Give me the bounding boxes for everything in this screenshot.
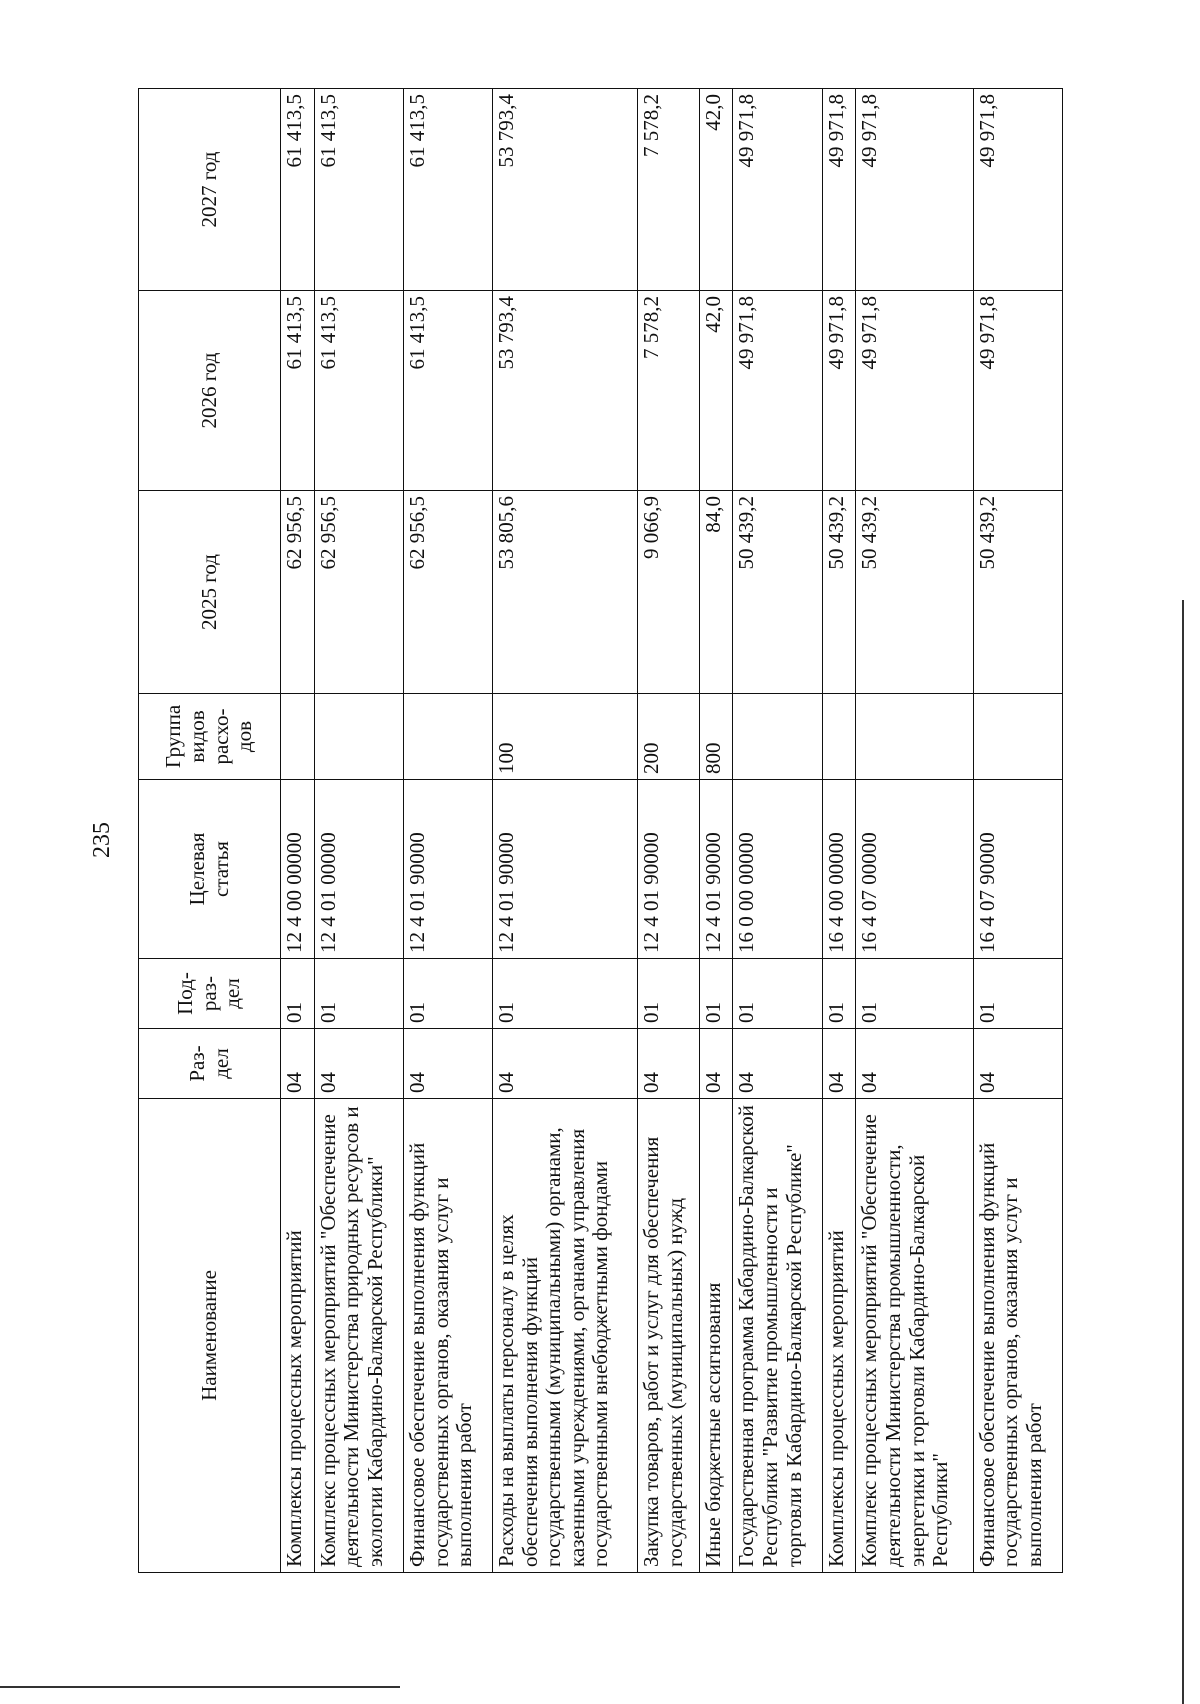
- cell-razdel: 04: [493, 1029, 638, 1099]
- cell-2026: 49 971,8: [822, 291, 856, 491]
- cell-razdel: 04: [733, 1029, 822, 1099]
- cell-podrazdel: 01: [314, 959, 403, 1029]
- cell-name: Государственная программа Кабардино-Балкарской Республики "Развитие промышленности и торговли в Кабардино-Балкарской Республике": [733, 1099, 822, 1573]
- cell-name: Комплекс процессных мероприятий "Обеспечение деятельности Министерства природных ресурсов и экологии Кабардино-Балкарской Республики": [314, 1099, 403, 1573]
- scan-edge-line: [1182, 600, 1184, 1704]
- cell-podrazdel: 01: [822, 959, 856, 1029]
- cell-2027: 61 413,5: [281, 89, 315, 291]
- cell-gruppa: 100: [493, 694, 638, 780]
- cell-gruppa: [314, 694, 403, 780]
- header-2026: 2026 год: [139, 291, 281, 491]
- cell-podrazdel: 01: [404, 959, 493, 1029]
- cell-2025: 50 439,2: [973, 491, 1062, 694]
- cell-tselevaya-statya: 12 4 01 90000: [638, 780, 700, 959]
- header-2025: 2025 год: [139, 491, 281, 694]
- table-row: [404, 89, 493, 1573]
- cell-razdel: 04: [822, 1029, 856, 1099]
- table-row: [493, 89, 638, 1573]
- cell-name: Иные бюджетные ассигнования: [699, 1099, 733, 1573]
- cell-tselevaya-statya: 12 4 01 90000: [699, 780, 733, 959]
- cell-2026: 7 578,2: [638, 291, 700, 491]
- cell-2027: 49 971,8: [822, 89, 856, 291]
- cell-gruppa: [822, 694, 856, 780]
- cell-name: Комплекс процессных мероприятий "Обеспечение деятельности Министерства промышленности, энергетики и торговли Кабардино-Балкарской Республики": [856, 1099, 973, 1573]
- scan-edge-line: [0, 1686, 400, 1688]
- cell-razdel: 04: [973, 1029, 1062, 1099]
- cell-2027: 61 413,5: [314, 89, 403, 291]
- table-row: [856, 89, 973, 1573]
- cell-2027: 49 971,8: [733, 89, 822, 291]
- cell-name: Комплексы процессных мероприятий: [822, 1099, 856, 1573]
- cell-tselevaya-statya: 12 4 01 90000: [493, 780, 638, 959]
- cell-2025: 50 439,2: [856, 491, 973, 694]
- table-row: [699, 89, 733, 1573]
- cell-name: Закупка товаров, работ и услуг для обеспечения государственных (муниципальных) нужд: [638, 1099, 700, 1573]
- cell-2026: 61 413,5: [404, 291, 493, 491]
- cell-2025: 9 066,9: [638, 491, 700, 694]
- cell-razdel: 04: [699, 1029, 733, 1099]
- header-razdel: Раз- дел: [139, 1029, 281, 1099]
- cell-gruppa: 200: [638, 694, 700, 780]
- cell-2026: 49 971,8: [733, 291, 822, 491]
- cell-name: Расходы на выплаты персоналу в целях обеспечения выполнения функций государственными (муниципальными) органами, казенными учреждениями, органами управления государственными внебюджетными фондами: [493, 1099, 638, 1573]
- table-row: [638, 89, 700, 1573]
- cell-tselevaya-statya: 16 4 07 90000: [973, 780, 1062, 959]
- cell-tselevaya-statya: 12 4 01 00000: [314, 780, 403, 959]
- cell-gruppa: [856, 694, 973, 780]
- budget-table: [138, 88, 1063, 1573]
- cell-2025: 62 956,5: [281, 491, 315, 694]
- cell-2025: 84,0: [699, 491, 733, 694]
- cell-gruppa: [733, 694, 822, 780]
- table-body: [281, 89, 1063, 1573]
- cell-razdel: 04: [856, 1029, 973, 1099]
- cell-razdel: 04: [404, 1029, 493, 1099]
- cell-tselevaya-statya: 12 4 00 00000: [281, 780, 315, 959]
- cell-razdel: 04: [638, 1029, 700, 1099]
- header-tselevaya-statya: Целевая статья: [139, 780, 281, 959]
- table-row: [281, 89, 315, 1573]
- cell-name: Финансовое обеспечение выполнения функций государственных органов, оказания услуг и выполнения работ: [404, 1099, 493, 1573]
- cell-podrazdel: 01: [638, 959, 700, 1029]
- cell-2025: 62 956,5: [404, 491, 493, 694]
- cell-name: Комплексы процессных мероприятий: [281, 1099, 315, 1573]
- cell-2026: 42,0: [699, 291, 733, 491]
- table-row: [314, 89, 403, 1573]
- cell-2027: 49 971,8: [856, 89, 973, 291]
- table-header-row: [139, 89, 281, 1573]
- cell-2026: 49 971,8: [973, 291, 1062, 491]
- cell-gruppa: [281, 694, 315, 780]
- cell-gruppa: [404, 694, 493, 780]
- cell-podrazdel: 01: [281, 959, 315, 1029]
- cell-2025: 50 439,2: [822, 491, 856, 694]
- cell-gruppa: 800: [699, 694, 733, 780]
- table-row: [973, 89, 1062, 1573]
- cell-tselevaya-statya: 16 0 00 00000: [733, 780, 822, 959]
- cell-podrazdel: 01: [733, 959, 822, 1029]
- cell-2026: 49 971,8: [856, 291, 973, 491]
- cell-2026: 53 793,4: [493, 291, 638, 491]
- cell-podrazdel: 01: [973, 959, 1062, 1029]
- cell-2025: 50 439,2: [733, 491, 822, 694]
- cell-2027: 53 793,4: [493, 89, 638, 291]
- cell-podrazdel: 01: [699, 959, 733, 1029]
- cell-podrazdel: 01: [493, 959, 638, 1029]
- cell-tselevaya-statya: 16 4 00 00000: [822, 780, 856, 959]
- cell-tselevaya-statya: 12 4 01 90000: [404, 780, 493, 959]
- cell-2025: 62 956,5: [314, 491, 403, 694]
- budget-table-container: [138, 89, 1063, 1573]
- cell-2027: 42,0: [699, 89, 733, 291]
- table-row: [733, 89, 822, 1573]
- cell-2027: 49 971,8: [973, 89, 1062, 291]
- header-2027: 2027 год: [139, 89, 281, 291]
- cell-razdel: 04: [314, 1029, 403, 1099]
- header-name: Наименование: [139, 1099, 281, 1573]
- cell-tselevaya-statya: 16 4 07 00000: [856, 780, 973, 959]
- cell-2026: 61 413,5: [314, 291, 403, 491]
- cell-2025: 53 805,6: [493, 491, 638, 694]
- table-row: [822, 89, 856, 1573]
- page-number: 235: [89, 822, 115, 858]
- cell-razdel: 04: [281, 1029, 315, 1099]
- cell-2026: 61 413,5: [281, 291, 315, 491]
- header-gruppa-vidov-rashodov: Группа видов расхо- дов: [139, 694, 281, 780]
- cell-podrazdel: 01: [856, 959, 973, 1029]
- cell-2027: 7 578,2: [638, 89, 700, 291]
- cell-gruppa: [973, 694, 1062, 780]
- cell-2027: 61 413,5: [404, 89, 493, 291]
- header-podrazdel: Под- раз- дел: [139, 959, 281, 1029]
- cell-name: Финансовое обеспечение выполнения функций государственных органов, оказания услуг и выполнения работ: [973, 1099, 1062, 1573]
